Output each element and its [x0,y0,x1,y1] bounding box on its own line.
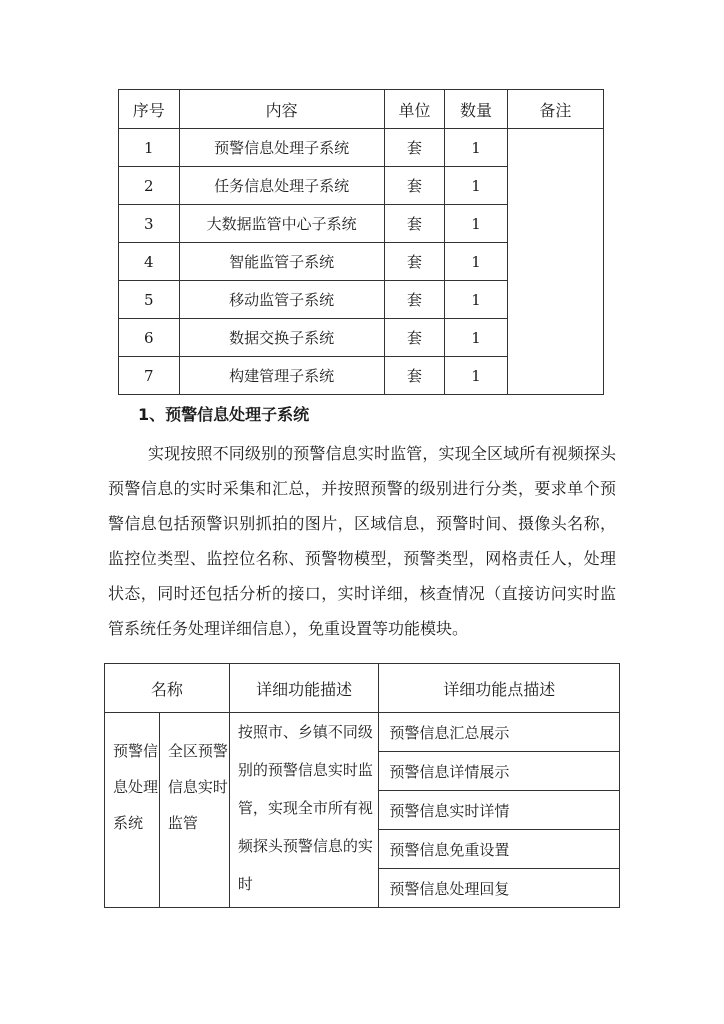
cell-qty: 1 [445,167,508,205]
cell-qty: 1 [445,205,508,243]
cell-submodule: 全区预警信息实时监管 [159,713,229,908]
cell-no: 5 [119,281,180,319]
cell-point: 预警信息详情展示 [379,752,620,791]
cell-qty: 1 [445,357,508,395]
header-points: 详细功能点描述 [379,664,620,713]
cell-unit: 套 [384,129,445,167]
cell-qty: 1 [445,129,508,167]
cell-content: 智能监管子系统 [179,243,384,281]
table-header-row [105,664,620,713]
cell-point: 预警信息汇总展示 [379,713,620,752]
cell-no: 2 [119,167,180,205]
table-header-row [119,90,604,129]
cell-content: 预警信息处理子系统 [179,129,384,167]
cell-qty: 1 [445,281,508,319]
cell-module: 预警信息处理系统 [105,713,160,908]
cell-unit: 套 [384,357,445,395]
header-name: 名称 [105,664,230,713]
cell-unit: 套 [384,205,445,243]
cell-qty: 1 [445,319,508,357]
cell-remark [507,129,603,395]
header-func: 详细功能描述 [229,664,379,713]
header-qty: 数量 [445,90,508,129]
cell-no: 6 [119,319,180,357]
cell-no: 7 [119,357,180,395]
table-row [119,129,604,167]
table-row [105,713,620,752]
header-remark: 备注 [507,90,603,129]
cell-qty: 1 [445,243,508,281]
cell-no: 1 [119,129,180,167]
header-unit: 单位 [384,90,445,129]
cell-point: 预警信息免重设置 [379,830,620,869]
cell-content: 数据交换子系统 [179,319,384,357]
section-heading: 1、预警信息处理子系统 [138,405,310,424]
header-content: 内容 [179,90,384,129]
cell-content: 构建管理子系统 [179,357,384,395]
cell-unit: 套 [384,243,445,281]
cell-content: 大数据监管中心子系统 [179,205,384,243]
section-paragraph: 实现按照不同级别的预警信息实时监管，实现全区域所有视频探头预警信息的实时采集和汇总，并按照预警的级别进行分类，要求单个预警信息包括预警识别抓拍的图片，区域信息，预警时间、摄像头名称，监控位类型、监控位名称、预警物模型，预警类型，网格责任人，处理状态，同时还包括分析的接口，实时详细，核查情况（直接访问实时监管系统任务处理详细信息），免重设置等功能模块。 [108,444,616,638]
cell-point: 预警信息实时详情 [379,791,620,830]
cell-unit: 套 [384,167,445,205]
equipment-table [118,89,604,395]
cell-unit: 套 [384,281,445,319]
function-table [104,663,620,908]
header-no: 序号 [119,90,180,129]
cell-content: 任务信息处理子系统 [179,167,384,205]
cell-no: 4 [119,243,180,281]
cell-unit: 套 [384,319,445,357]
cell-point: 预警信息处理回复 [379,869,620,908]
cell-content: 移动监管子系统 [179,281,384,319]
cell-no: 3 [119,205,180,243]
cell-description: 按照市、乡镇不同级别的预警信息实时监管，实现全市所有视频探头预警信息的实时 [229,713,379,908]
